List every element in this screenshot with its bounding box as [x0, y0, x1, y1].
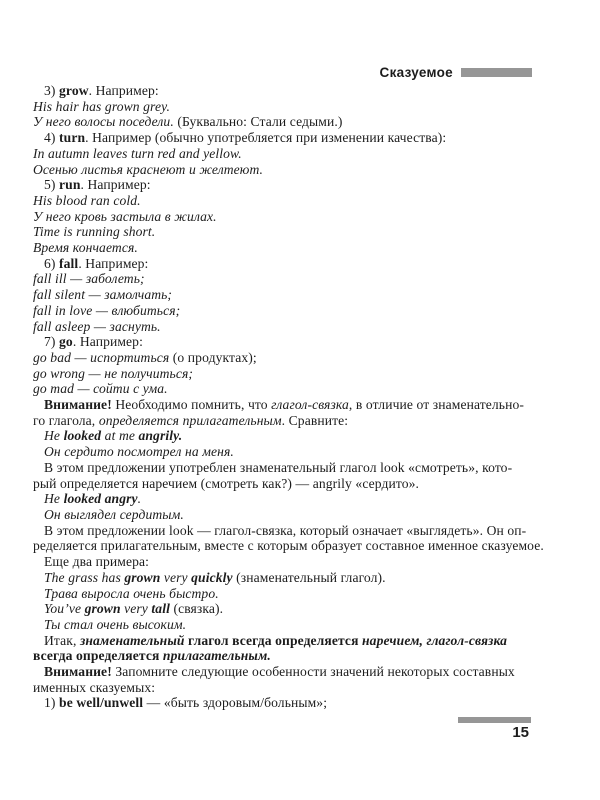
text-span: знаменательный — [79, 632, 185, 648]
text-line — [33, 680, 582, 696]
text-line — [33, 114, 582, 130]
text-span: looked angry — [63, 491, 138, 507]
text-line — [33, 397, 582, 413]
text-span: Необходимо помнить, что — [111, 397, 272, 413]
text-span: — «быть здоровым/больным»; — [143, 695, 328, 711]
text-line — [33, 523, 582, 539]
text-line — [33, 648, 582, 664]
text-span: . Например: — [78, 255, 149, 271]
text-span: . Например (обычно употребляется при изменении качества): — [85, 130, 447, 146]
text-line — [33, 303, 582, 319]
text-span: He — [44, 491, 64, 507]
text-span: grow — [59, 83, 89, 98]
text-line — [33, 460, 582, 476]
footer-bar — [458, 717, 531, 723]
text-span: Запомните следующие особенности значений некоторых составных — [111, 664, 515, 680]
text-span: глагол всегда определяется — [184, 632, 363, 648]
text-span: 3) — [44, 83, 60, 98]
text-line — [33, 538, 582, 554]
text-span: (о продуктах); — [169, 349, 257, 365]
text-span: Time is running short. — [33, 224, 156, 240]
text-line — [33, 287, 582, 303]
text-span: angrily. — [138, 428, 183, 444]
text-span: У него кровь застыла в жилах. — [33, 208, 217, 224]
text-span: Внимание! — [44, 664, 112, 680]
text-line — [33, 476, 582, 492]
text-span: fall — [59, 255, 79, 271]
text-line — [33, 271, 582, 287]
text-span: His hair has grown grey. — [33, 98, 170, 114]
text-span: именных сказуемых: — [33, 679, 156, 695]
text-span: . Например: — [88, 83, 159, 98]
text-span: (знаменательный глагол). — [232, 569, 386, 585]
text-span: 1) — [44, 695, 60, 711]
page-header — [0, 65, 532, 80]
text-span: всегда определяется — [33, 648, 163, 664]
text-span: The grass has — [44, 569, 125, 585]
text-line — [33, 162, 582, 178]
text-line — [33, 350, 582, 366]
text-span: глагол-связка — [426, 632, 508, 648]
text-span: He — [44, 428, 64, 444]
text-span: рый определяется наречием (смотреть как?) — angrily «сердито». — [33, 475, 420, 491]
text-span: looked — [63, 428, 102, 444]
text-span: . Например: — [80, 177, 151, 193]
text-line — [33, 633, 582, 649]
text-line — [33, 554, 582, 570]
text-line — [33, 664, 582, 680]
text-line — [33, 601, 582, 617]
text-span: You’ve — [44, 601, 85, 617]
text-span: 6) — [44, 255, 60, 271]
text-span: Внимание! — [44, 397, 112, 413]
text-line — [33, 334, 582, 350]
header-bar — [461, 68, 532, 77]
text-span: very — [160, 569, 192, 585]
text-span: В этом предложении look — глагол-связка, который означает «выглядеть». Он оп- — [44, 522, 527, 538]
text-span: go bad — испортиться — [33, 349, 170, 365]
text-line — [33, 491, 582, 507]
text-span: (Буквально: Стали седыми.) — [173, 114, 343, 130]
text-span: fall in love — влюбиться; — [33, 302, 181, 318]
text-span: Он выглядел сердитым. — [44, 506, 184, 522]
text-span: fall silent — замолчать; — [33, 287, 173, 303]
text-span: Итак, — [44, 632, 80, 648]
text-span: наречием, — [362, 632, 424, 648]
text-line — [33, 695, 582, 711]
text-line — [33, 146, 582, 162]
text-span: . Например: — [72, 334, 143, 350]
text-span: ределяется прилагательным, вместе с которым образует составное именное сказуемое. — [33, 538, 544, 554]
text-line — [33, 617, 582, 633]
text-span: (связка). — [169, 601, 224, 617]
text-line — [33, 444, 582, 460]
text-span: Он сердито посмотрел на меня. — [44, 444, 234, 460]
text-span: прилагательным. — [162, 648, 271, 664]
text-span: quickly — [191, 569, 233, 585]
text-span: глагол-связка — [271, 397, 349, 413]
text-line — [33, 381, 582, 397]
text-span: grown — [84, 601, 121, 617]
text-span: го глагола, — [33, 412, 99, 428]
text-body — [33, 83, 582, 711]
text-span: Время кончается. — [33, 240, 138, 256]
text-line — [33, 319, 582, 335]
text-span: fall asleep — заснуть. — [33, 318, 161, 334]
text-span: 5) — [44, 177, 60, 193]
text-span: определяется прилагательным — [98, 412, 282, 428]
text-span: be well/unwell — [59, 695, 144, 711]
text-line — [33, 366, 582, 382]
text-line — [33, 428, 582, 444]
text-line — [33, 177, 582, 193]
text-span: , в отличие от знаменательно- — [348, 397, 524, 413]
text-span: at me — [101, 428, 139, 444]
text-span: Еще два примера: — [44, 554, 149, 570]
text-span: 7) — [44, 334, 60, 350]
text-line — [33, 224, 582, 240]
text-span: go mad — сойти с ума. — [33, 381, 168, 397]
text-line — [33, 586, 582, 602]
text-line — [33, 256, 582, 272]
text-line — [33, 193, 582, 209]
text-span: grown — [124, 569, 161, 585]
text-line — [33, 209, 582, 225]
text-span: fall ill — заболеть; — [33, 271, 145, 287]
page-number: 15 — [512, 724, 529, 741]
text-span: У него волосы поседели. — [33, 114, 174, 130]
text-span: go wrong — не получиться; — [33, 365, 193, 381]
text-span: turn — [59, 130, 86, 146]
text-span: В этом предложении употреблен знаменательный глагол look «смотреть», кото- — [44, 459, 513, 475]
text-line — [33, 413, 582, 429]
text-span: Трава выросла очень быстро. — [44, 585, 219, 601]
text-line — [33, 99, 582, 115]
text-span: 4) — [44, 130, 60, 146]
text-span: tall — [151, 601, 170, 617]
text-span: His blood ran cold. — [33, 192, 141, 208]
text-line — [33, 507, 582, 523]
text-line — [33, 83, 582, 99]
text-span: go — [59, 334, 73, 350]
text-span: very — [120, 601, 152, 617]
text-line — [33, 240, 582, 256]
text-span: . — [137, 491, 142, 507]
text-span: Осенью листья краснеют и желтеют. — [33, 161, 264, 177]
text-line — [33, 130, 582, 146]
text-span: run — [59, 177, 81, 193]
running-head-title: Сказуемое — [379, 65, 453, 80]
text-span: In autumn leaves turn red and yellow. — [33, 145, 242, 161]
text-line — [33, 570, 582, 586]
text-span: . Сравните: — [281, 412, 349, 428]
text-span: Ты стал очень высоким. — [44, 616, 187, 632]
